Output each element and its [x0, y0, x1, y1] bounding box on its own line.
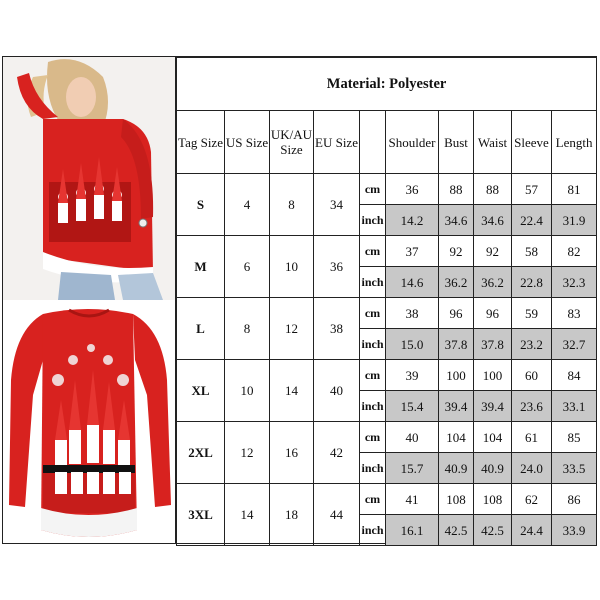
measurement-cm-cell: 37: [386, 236, 439, 267]
measurement-cm-cell: 57: [512, 174, 552, 205]
unit-cm-label: cm: [360, 298, 386, 329]
measurement-cm-cell: 39: [386, 360, 439, 391]
measurement-inch-cell: 24.4: [512, 515, 552, 546]
measurement-inch-cell: 37.8: [474, 329, 512, 360]
eu-size-cell: 40: [314, 360, 360, 422]
measurement-cm-cell: 104: [439, 422, 474, 453]
header-us-size: US Size: [225, 111, 270, 174]
measurement-inch-cell: 39.4: [474, 391, 512, 422]
measurement-cm-cell: 82: [552, 236, 597, 267]
us-size-cell: 6: [225, 236, 270, 298]
measurement-inch-cell: 32.3: [552, 267, 597, 298]
measurement-inch-cell: 40.9: [439, 453, 474, 484]
us-size-cell: 10: [225, 360, 270, 422]
model-photo: [3, 57, 175, 300]
uk-size-cell: 18: [270, 484, 314, 546]
unit-inch-label: inch: [360, 453, 386, 484]
measurement-cm-cell: 108: [439, 484, 474, 515]
measurement-inch-cell: 33.1: [552, 391, 597, 422]
measurement-inch-cell: 31.9: [552, 205, 597, 236]
tag-size-cell: 3XL: [177, 484, 225, 546]
measurement-inch-cell: 22.4: [512, 205, 552, 236]
measurement-cm-cell: 104: [474, 422, 512, 453]
eu-size-cell: 44: [314, 484, 360, 546]
size-chart-frame: [2, 56, 597, 544]
us-size-cell: 4: [225, 174, 270, 236]
eu-size-cell: 38: [314, 298, 360, 360]
table-row: [177, 236, 597, 267]
table-row: [177, 174, 597, 205]
header-eu-size: EU Size: [314, 111, 360, 174]
measurement-inch-cell: 36.2: [439, 267, 474, 298]
measurement-inch-cell: 22.8: [512, 267, 552, 298]
eu-size-cell: 36: [314, 236, 360, 298]
measurement-inch-cell: 37.8: [439, 329, 474, 360]
header-waist: Waist: [474, 111, 512, 174]
table-row: [177, 422, 597, 453]
measurement-cm-cell: 108: [474, 484, 512, 515]
table-row: [177, 360, 597, 391]
measurement-cm-cell: 60: [512, 360, 552, 391]
header-length: Length: [552, 111, 597, 174]
measurement-inch-cell: 24.0: [512, 453, 552, 484]
unit-inch-label: inch: [360, 515, 386, 546]
measurement-cm-cell: 96: [474, 298, 512, 329]
measurement-cm-cell: 62: [512, 484, 552, 515]
tag-size-cell: XL: [177, 360, 225, 422]
measurement-cm-cell: 92: [439, 236, 474, 267]
tag-size-cell: L: [177, 298, 225, 360]
uk-size-cell: 10: [270, 236, 314, 298]
eu-size-cell: 34: [314, 174, 360, 236]
measurement-inch-cell: 42.5: [474, 515, 512, 546]
table-row: [177, 298, 597, 329]
measurement-inch-cell: 33.9: [552, 515, 597, 546]
measurement-cm-cell: 58: [512, 236, 552, 267]
measurement-cm-cell: 88: [439, 174, 474, 205]
tag-size-cell: M: [177, 236, 225, 298]
measurement-inch-cell: 39.4: [439, 391, 474, 422]
unit-inch-label: inch: [360, 205, 386, 236]
unit-inch-label: inch: [360, 329, 386, 360]
measurement-cm-cell: 38: [386, 298, 439, 329]
measurement-inch-cell: 32.7: [552, 329, 597, 360]
measurement-inch-cell: 14.6: [386, 267, 439, 298]
measurement-inch-cell: 42.5: [439, 515, 474, 546]
us-size-cell: 12: [225, 422, 270, 484]
header-uk-au-size: UK/AU Size: [270, 111, 314, 174]
measurement-inch-cell: 23.6: [512, 391, 552, 422]
measurement-inch-cell: 23.2: [512, 329, 552, 360]
measurement-inch-cell: 15.0: [386, 329, 439, 360]
uk-size-cell: 8: [270, 174, 314, 236]
measurement-inch-cell: 15.4: [386, 391, 439, 422]
unit-inch-label: inch: [360, 391, 386, 422]
measurement-cm-cell: 85: [552, 422, 597, 453]
measurement-cm-cell: 61: [512, 422, 552, 453]
measurement-cm-cell: 92: [474, 236, 512, 267]
measurement-inch-cell: 33.5: [552, 453, 597, 484]
tag-size-cell: 2XL: [177, 422, 225, 484]
eu-size-cell: 42: [314, 422, 360, 484]
product-photos: [3, 57, 176, 543]
measurement-inch-cell: 34.6: [439, 205, 474, 236]
measurement-cm-cell: 84: [552, 360, 597, 391]
header-unit: [360, 111, 386, 174]
unit-cm-label: cm: [360, 422, 386, 453]
uk-size-cell: 12: [270, 298, 314, 360]
unit-cm-label: cm: [360, 484, 386, 515]
unit-cm-label: cm: [360, 236, 386, 267]
header-bust: Bust: [439, 111, 474, 174]
measurement-cm-cell: 36: [386, 174, 439, 205]
measurement-inch-cell: 40.9: [474, 453, 512, 484]
uk-size-cell: 14: [270, 360, 314, 422]
measurement-cm-cell: 86: [552, 484, 597, 515]
measurement-inch-cell: 15.7: [386, 453, 439, 484]
uk-size-cell: 16: [270, 422, 314, 484]
measurement-cm-cell: 83: [552, 298, 597, 329]
measurement-cm-cell: 41: [386, 484, 439, 515]
unit-inch-label: inch: [360, 267, 386, 298]
measurement-inch-cell: 16.1: [386, 515, 439, 546]
measurement-cm-cell: 40: [386, 422, 439, 453]
measurement-inch-cell: 36.2: [474, 267, 512, 298]
material-title: Material: Polyester: [177, 58, 597, 111]
measurement-cm-cell: 88: [474, 174, 512, 205]
measurement-cm-cell: 96: [439, 298, 474, 329]
measurement-inch-cell: 14.2: [386, 205, 439, 236]
table-row: [177, 484, 597, 515]
product-flat-photo: [3, 300, 175, 543]
tag-size-cell: S: [177, 174, 225, 236]
measurement-cm-cell: 100: [439, 360, 474, 391]
header-sleeve: Sleeve: [512, 111, 552, 174]
unit-cm-label: cm: [360, 360, 386, 391]
header-tag-size: Tag Size: [177, 111, 225, 174]
us-size-cell: 8: [225, 298, 270, 360]
measurement-cm-cell: 100: [474, 360, 512, 391]
size-table: [176, 57, 597, 546]
us-size-cell: 14: [225, 484, 270, 546]
measurement-cm-cell: 81: [552, 174, 597, 205]
header-shoulder: Shoulder: [386, 111, 439, 174]
unit-cm-label: cm: [360, 174, 386, 205]
measurement-inch-cell: 34.6: [474, 205, 512, 236]
measurement-cm-cell: 59: [512, 298, 552, 329]
